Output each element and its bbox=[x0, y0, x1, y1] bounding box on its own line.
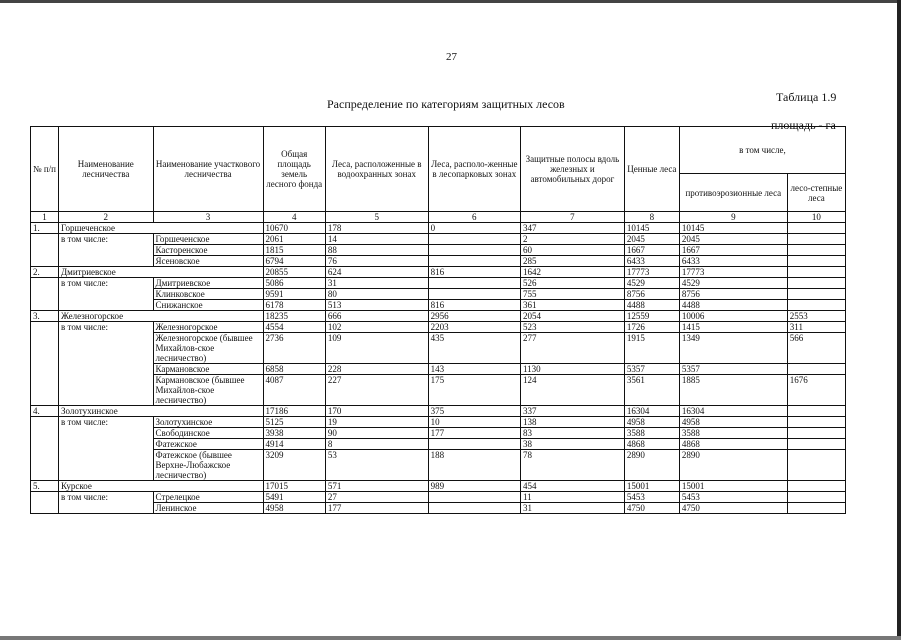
value-cell: 337 bbox=[521, 406, 625, 417]
value-cell: 1885 bbox=[679, 375, 787, 406]
header-steppe: лесо-степные леса bbox=[787, 174, 845, 212]
value-cell: 4087 bbox=[263, 375, 325, 406]
table-body bbox=[31, 223, 846, 514]
value-cell: 14 bbox=[325, 234, 428, 245]
group-number: 1. bbox=[31, 223, 59, 234]
value-cell: 2045 bbox=[679, 234, 787, 245]
value-cell bbox=[428, 278, 520, 289]
value-cell: 9591 bbox=[263, 289, 325, 300]
col-number: 6 bbox=[428, 212, 520, 223]
value-cell: 5086 bbox=[263, 278, 325, 289]
value-cell: 4958 bbox=[679, 417, 787, 428]
value-cell: 178 bbox=[325, 223, 428, 234]
group-row bbox=[31, 481, 846, 492]
value-cell: 816 bbox=[428, 300, 520, 311]
value-cell: 19 bbox=[325, 417, 428, 428]
value-cell bbox=[428, 289, 520, 300]
district-row bbox=[31, 417, 846, 428]
value-cell bbox=[787, 278, 845, 289]
value-cell: 1915 bbox=[624, 333, 679, 364]
value-cell: 4529 bbox=[679, 278, 787, 289]
value-cell: 15001 bbox=[624, 481, 679, 492]
value-cell bbox=[787, 428, 845, 439]
value-cell: 8756 bbox=[624, 289, 679, 300]
value-cell: 1130 bbox=[521, 364, 625, 375]
district-row bbox=[31, 375, 846, 406]
value-cell: 2553 bbox=[787, 311, 845, 322]
value-cell: 2045 bbox=[624, 234, 679, 245]
including-label: в том числе: bbox=[59, 322, 153, 406]
district-row bbox=[31, 492, 846, 503]
value-cell bbox=[428, 492, 520, 503]
value-cell: 1667 bbox=[679, 245, 787, 256]
value-cell: 1349 bbox=[679, 333, 787, 364]
value-cell: 78 bbox=[521, 450, 625, 481]
including-label: в том числе: bbox=[59, 234, 153, 267]
value-cell: 4529 bbox=[624, 278, 679, 289]
value-cell: 4750 bbox=[679, 503, 787, 514]
including-label: в том числе: bbox=[59, 278, 153, 311]
forestry-name: Железногорское bbox=[59, 311, 264, 322]
scan-edge-top bbox=[0, 0, 901, 3]
value-cell: 3588 bbox=[624, 428, 679, 439]
district-row bbox=[31, 300, 846, 311]
value-cell: 666 bbox=[325, 311, 428, 322]
group-number-spacer bbox=[31, 322, 59, 406]
value-cell: 5357 bbox=[679, 364, 787, 375]
group-row bbox=[31, 311, 846, 322]
value-cell: 526 bbox=[521, 278, 625, 289]
value-cell bbox=[428, 503, 520, 514]
value-cell: 83 bbox=[521, 428, 625, 439]
value-cell: 138 bbox=[521, 417, 625, 428]
value-cell: 53 bbox=[325, 450, 428, 481]
value-cell: 6433 bbox=[624, 256, 679, 267]
district-name: Кармановское (бывшее Михайлов-ское лесничество) bbox=[153, 375, 263, 406]
value-cell bbox=[787, 234, 845, 245]
value-cell: 1642 bbox=[521, 267, 625, 278]
scan-edge-right bbox=[897, 0, 901, 640]
value-cell: 6794 bbox=[263, 256, 325, 267]
value-cell: 2054 bbox=[521, 311, 625, 322]
value-cell bbox=[787, 256, 845, 267]
value-cell: 4868 bbox=[624, 439, 679, 450]
group-number-spacer bbox=[31, 234, 59, 267]
value-cell: 88 bbox=[325, 245, 428, 256]
value-cell: 10006 bbox=[679, 311, 787, 322]
including-label: в том числе: bbox=[59, 492, 153, 514]
value-cell: 5453 bbox=[679, 492, 787, 503]
value-cell: 170 bbox=[325, 406, 428, 417]
scan-edge-bottom bbox=[0, 636, 901, 640]
col-number: 2 bbox=[59, 212, 153, 223]
value-cell: 5357 bbox=[624, 364, 679, 375]
value-cell: 571 bbox=[325, 481, 428, 492]
group-row bbox=[31, 223, 846, 234]
forest-table bbox=[30, 126, 846, 514]
table-label: Таблица 1.9 bbox=[776, 90, 837, 104]
header-forestry: Наименование лесничества bbox=[59, 127, 153, 212]
value-cell: 4958 bbox=[263, 503, 325, 514]
value-cell bbox=[787, 289, 845, 300]
value-cell: 227 bbox=[325, 375, 428, 406]
value-cell: 454 bbox=[521, 481, 625, 492]
value-cell: 4914 bbox=[263, 439, 325, 450]
district-row bbox=[31, 450, 846, 481]
group-number-spacer bbox=[31, 278, 59, 311]
forestry-name: Курское bbox=[59, 481, 264, 492]
value-cell bbox=[428, 245, 520, 256]
value-cell: 16304 bbox=[679, 406, 787, 417]
value-cell: 11 bbox=[521, 492, 625, 503]
value-cell: 188 bbox=[428, 450, 520, 481]
value-cell: 17773 bbox=[624, 267, 679, 278]
value-cell: 1415 bbox=[679, 322, 787, 333]
district-name: Ленинское bbox=[153, 503, 263, 514]
group-number-spacer bbox=[31, 492, 59, 514]
value-cell bbox=[787, 223, 845, 234]
value-cell: 4488 bbox=[679, 300, 787, 311]
district-name: Фатежское bbox=[153, 439, 263, 450]
district-row bbox=[31, 503, 846, 514]
header-total: Общая площадь земель лесного фонда bbox=[263, 127, 325, 212]
value-cell: 27 bbox=[325, 492, 428, 503]
header-including: в том числе, bbox=[679, 127, 845, 174]
forestry-name: Дмитриевское bbox=[59, 267, 264, 278]
district-row bbox=[31, 364, 846, 375]
col-number: 8 bbox=[624, 212, 679, 223]
value-cell: 10145 bbox=[624, 223, 679, 234]
value-cell: 1676 bbox=[787, 375, 845, 406]
district-name: Снижанское bbox=[153, 300, 263, 311]
value-cell: 816 bbox=[428, 267, 520, 278]
header-water: Леса, расположенные в водоохранных зонах bbox=[325, 127, 428, 212]
forestry-name: Горшеченское bbox=[59, 223, 264, 234]
value-cell: 17186 bbox=[263, 406, 325, 417]
value-cell: 5491 bbox=[263, 492, 325, 503]
value-cell bbox=[428, 234, 520, 245]
value-cell: 6858 bbox=[263, 364, 325, 375]
value-cell bbox=[787, 364, 845, 375]
value-cell bbox=[787, 492, 845, 503]
value-cell bbox=[787, 245, 845, 256]
district-row bbox=[31, 428, 846, 439]
value-cell: 5453 bbox=[624, 492, 679, 503]
value-cell: 2890 bbox=[679, 450, 787, 481]
document-title: Распределение по категориям защитных лесов bbox=[327, 97, 565, 111]
value-cell: 6433 bbox=[679, 256, 787, 267]
header-roads: Защитные полосы вдоль железных и автомобильных дорог bbox=[521, 127, 625, 212]
value-cell: 513 bbox=[325, 300, 428, 311]
value-cell: 285 bbox=[521, 256, 625, 267]
district-row bbox=[31, 245, 846, 256]
value-cell: 1815 bbox=[263, 245, 325, 256]
col-number: 3 bbox=[153, 212, 263, 223]
value-cell: 4554 bbox=[263, 322, 325, 333]
value-cell: 3209 bbox=[263, 450, 325, 481]
including-label: в том числе: bbox=[59, 417, 153, 481]
forestry-name: Золотухинское bbox=[59, 406, 264, 417]
value-cell: 4750 bbox=[624, 503, 679, 514]
value-cell: 60 bbox=[521, 245, 625, 256]
col-number: 10 bbox=[787, 212, 845, 223]
value-cell bbox=[787, 417, 845, 428]
district-row bbox=[31, 278, 846, 289]
district-row bbox=[31, 289, 846, 300]
district-row bbox=[31, 322, 846, 333]
value-cell: 4958 bbox=[624, 417, 679, 428]
value-cell: 177 bbox=[428, 428, 520, 439]
value-cell: 12559 bbox=[624, 311, 679, 322]
group-number: 4. bbox=[31, 406, 59, 417]
value-cell: 102 bbox=[325, 322, 428, 333]
header-valuable: Ценные леса bbox=[624, 127, 679, 212]
value-cell: 3588 bbox=[679, 428, 787, 439]
district-row bbox=[31, 234, 846, 245]
value-cell: 2736 bbox=[263, 333, 325, 364]
value-cell: 15001 bbox=[679, 481, 787, 492]
value-cell: 4488 bbox=[624, 300, 679, 311]
value-cell: 989 bbox=[428, 481, 520, 492]
value-cell: 2203 bbox=[428, 322, 520, 333]
value-cell: 38 bbox=[521, 439, 625, 450]
col-number: 4 bbox=[263, 212, 325, 223]
header-erosion: противоэрозионные леса bbox=[679, 174, 787, 212]
district-name: Стрелецкое bbox=[153, 492, 263, 503]
district-name: Свободинское bbox=[153, 428, 263, 439]
district-name: Кармановское bbox=[153, 364, 263, 375]
district-name: Дмитриевское bbox=[153, 278, 263, 289]
value-cell: 347 bbox=[521, 223, 625, 234]
value-cell: 2890 bbox=[624, 450, 679, 481]
header-park: Леса, располо-женные в лесопарковых зонах bbox=[428, 127, 520, 212]
value-cell: 8 bbox=[325, 439, 428, 450]
value-cell: 31 bbox=[521, 503, 625, 514]
value-cell: 90 bbox=[325, 428, 428, 439]
value-cell: 3938 bbox=[263, 428, 325, 439]
value-cell: 8756 bbox=[679, 289, 787, 300]
value-cell: 16304 bbox=[624, 406, 679, 417]
value-cell: 80 bbox=[325, 289, 428, 300]
district-name: Золотухинское bbox=[153, 417, 263, 428]
district-row bbox=[31, 439, 846, 450]
value-cell: 311 bbox=[787, 322, 845, 333]
value-cell: 6178 bbox=[263, 300, 325, 311]
value-cell: 109 bbox=[325, 333, 428, 364]
value-cell: 20855 bbox=[263, 267, 325, 278]
value-cell bbox=[787, 439, 845, 450]
value-cell: 523 bbox=[521, 322, 625, 333]
value-cell: 5125 bbox=[263, 417, 325, 428]
value-cell bbox=[787, 450, 845, 481]
page-number: 27 bbox=[446, 51, 457, 63]
value-cell bbox=[787, 503, 845, 514]
district-name: Касторенское bbox=[153, 245, 263, 256]
value-cell: 3561 bbox=[624, 375, 679, 406]
district-name: Железногорское (бывшее Михайлов-ское лесничество) bbox=[153, 333, 263, 364]
district-row bbox=[31, 256, 846, 267]
header-row bbox=[31, 127, 846, 174]
district-name: Клинковское bbox=[153, 289, 263, 300]
value-cell: 175 bbox=[428, 375, 520, 406]
value-cell: 566 bbox=[787, 333, 845, 364]
district-row bbox=[31, 333, 846, 364]
value-cell bbox=[787, 267, 845, 278]
group-row bbox=[31, 406, 846, 417]
value-cell: 2 bbox=[521, 234, 625, 245]
value-cell: 124 bbox=[521, 375, 625, 406]
district-name: Горшеченское bbox=[153, 234, 263, 245]
col-number: 7 bbox=[521, 212, 625, 223]
value-cell: 4868 bbox=[679, 439, 787, 450]
group-number: 2. bbox=[31, 267, 59, 278]
value-cell: 2956 bbox=[428, 311, 520, 322]
value-cell bbox=[428, 256, 520, 267]
group-number-spacer bbox=[31, 417, 59, 481]
value-cell: 1667 bbox=[624, 245, 679, 256]
value-cell bbox=[428, 439, 520, 450]
value-cell: 755 bbox=[521, 289, 625, 300]
value-cell: 17015 bbox=[263, 481, 325, 492]
value-cell: 624 bbox=[325, 267, 428, 278]
value-cell: 18235 bbox=[263, 311, 325, 322]
header-num: № п/п bbox=[31, 127, 59, 212]
header-district: Наименование участкового лесничества bbox=[153, 127, 263, 212]
value-cell: 435 bbox=[428, 333, 520, 364]
value-cell bbox=[787, 300, 845, 311]
value-cell: 17773 bbox=[679, 267, 787, 278]
col-number: 1 bbox=[31, 212, 59, 223]
group-row bbox=[31, 267, 846, 278]
value-cell: 2061 bbox=[263, 234, 325, 245]
value-cell: 10 bbox=[428, 417, 520, 428]
value-cell bbox=[787, 406, 845, 417]
group-number: 5. bbox=[31, 481, 59, 492]
value-cell: 76 bbox=[325, 256, 428, 267]
column-number-row bbox=[31, 212, 846, 223]
value-cell: 228 bbox=[325, 364, 428, 375]
value-cell: 31 bbox=[325, 278, 428, 289]
value-cell: 177 bbox=[325, 503, 428, 514]
units-label: площадь - га bbox=[771, 118, 836, 132]
value-cell: 143 bbox=[428, 364, 520, 375]
value-cell: 277 bbox=[521, 333, 625, 364]
district-name: Фатежское (бывшее Верхне-Любажское лесничество) bbox=[153, 450, 263, 481]
value-cell bbox=[787, 481, 845, 492]
value-cell: 361 bbox=[521, 300, 625, 311]
value-cell: 0 bbox=[428, 223, 520, 234]
value-cell: 1726 bbox=[624, 322, 679, 333]
district-name: Железногорское bbox=[153, 322, 263, 333]
group-number: 3. bbox=[31, 311, 59, 322]
col-number: 9 bbox=[679, 212, 787, 223]
col-number: 5 bbox=[325, 212, 428, 223]
value-cell: 375 bbox=[428, 406, 520, 417]
district-name: Ясеновское bbox=[153, 256, 263, 267]
value-cell: 10145 bbox=[679, 223, 787, 234]
value-cell: 10670 bbox=[263, 223, 325, 234]
